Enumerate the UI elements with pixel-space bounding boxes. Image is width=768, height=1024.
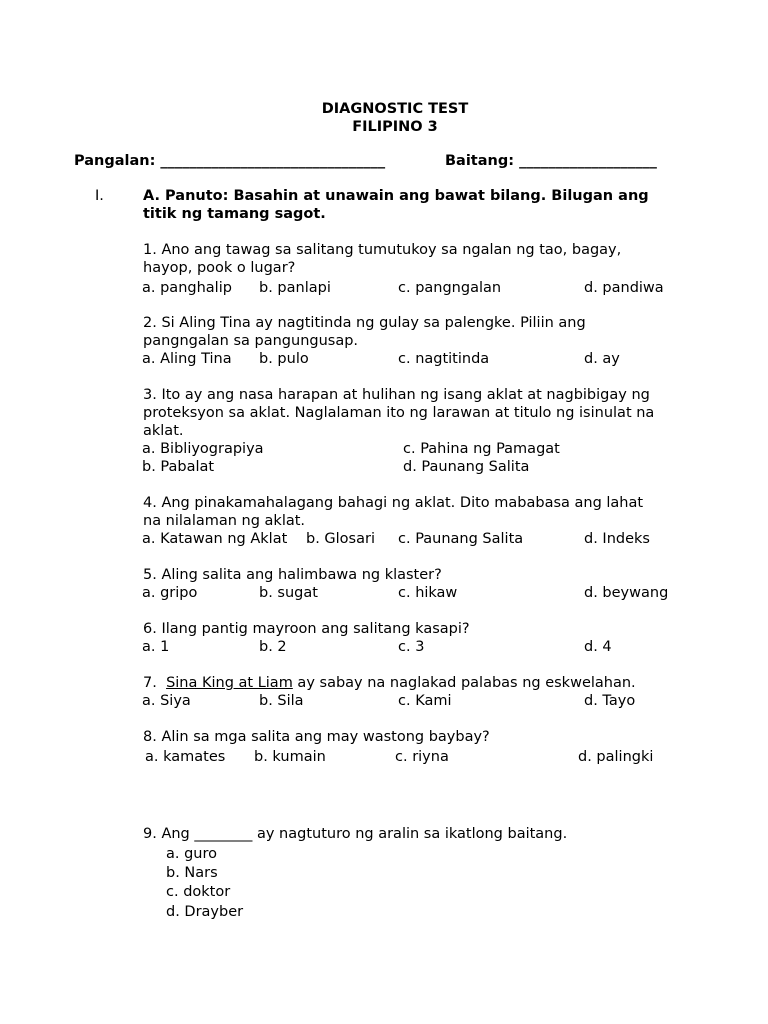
- choice-b: b. Glosari: [306, 531, 375, 547]
- choice-b: b. Nars: [166, 865, 218, 881]
- question-text: aklat.: [143, 423, 184, 439]
- choice-a: a. 1: [142, 639, 170, 655]
- choice-a: a. Katawan ng Aklat: [142, 531, 288, 547]
- choice-a: a. Bibliyograpiya: [142, 441, 264, 457]
- question-text: 1. Ano ang tawag sa salitang tumutukoy sa ngalan ng tao, bagay,: [143, 242, 622, 258]
- page-title: DIAGNOSTIC TEST: [321, 101, 469, 117]
- question-text: 3. Ito ay ang nasa harapan at hulihan ng isang aklat at nagbibigay ng: [143, 387, 650, 403]
- choice-d: d. beywang: [584, 585, 669, 601]
- choice-d: d. 4: [584, 639, 612, 655]
- choice-a: a. gripo: [142, 585, 198, 601]
- choice-b: b. Pabalat: [142, 459, 215, 475]
- choice-d: d. Paunang Salita: [403, 459, 530, 475]
- instruction-line-1: A. Panuto: Basahin at unawain ang bawat bilang. Bilugan ang: [143, 188, 649, 204]
- choice-c: c. nagtitinda: [398, 351, 490, 367]
- choice-b: b. 2: [259, 639, 287, 655]
- choice-b: b. sugat: [259, 585, 318, 601]
- choice-c: c. Pahina ng Pamagat: [403, 441, 560, 457]
- question-text: proteksyon sa aklat. Naglalaman ito ng larawan at titulo ng isinulat na: [143, 405, 655, 421]
- question-text: 9. Ang ________ ay nagtuturo ng aralin sa ikatlong baitang.: [143, 826, 568, 842]
- choice-b: b. Sila: [259, 693, 304, 709]
- choice-d: d. Tayo: [584, 693, 636, 709]
- page-subtitle: FILIPINO 3: [352, 119, 438, 135]
- question-text: 4. Ang pinakamahalagang bahagi ng aklat. Dito mababasa ang lahat: [143, 495, 644, 511]
- choice-c: c. pangngalan: [398, 280, 502, 296]
- choice-c: c. Kami: [398, 693, 452, 709]
- choice-a: a. guro: [166, 846, 218, 862]
- choice-b: b. pulo: [259, 351, 309, 367]
- choice-d: d. Drayber: [166, 904, 244, 920]
- question-text: 8. Alin sa mga salita ang may wastong baybay?: [143, 729, 490, 745]
- choice-d: d. Indeks: [584, 531, 650, 547]
- choice-c: c. Paunang Salita: [398, 531, 524, 547]
- choice-a: a. Siya: [142, 693, 191, 709]
- underlined-subject: Sina King at Liam: [166, 675, 293, 691]
- choice-d: d. palingki: [578, 749, 654, 765]
- choice-d: d. pandiwa: [584, 280, 664, 296]
- question-text: [143, 675, 636, 691]
- question-text: 2. Si Aling Tina ay nagtitinda ng gulay sa palengke. Piliin ang: [143, 315, 586, 331]
- question-text: 5. Aling salita ang halimbawa ng klaster?: [143, 567, 442, 583]
- choice-a: a. Aling Tina: [142, 351, 232, 367]
- name-field-label: Pangalan: _______________________________: [74, 153, 386, 169]
- choice-c: c. hikaw: [398, 585, 458, 601]
- question-rest: ay sabay na naglakad palabas ng eskwelahan.: [292, 675, 636, 691]
- choice-c: c. 3: [398, 639, 425, 655]
- choice-d: d. ay: [584, 351, 620, 367]
- question-text: 6. Ilang pantig mayroon ang salitang kasapi?: [143, 621, 470, 637]
- section-number: I.: [95, 188, 104, 204]
- question-text: na nilalaman ng aklat.: [143, 513, 306, 529]
- question-number: 7.: [143, 675, 167, 691]
- choice-a: a. panghalip: [142, 280, 232, 296]
- choice-b: b. panlapi: [259, 280, 331, 296]
- choice-b: b. kumain: [254, 749, 326, 765]
- grade-field-label: Baitang: ___________________: [445, 153, 657, 169]
- question-text: pangngalan sa pangungusap.: [143, 333, 359, 349]
- choice-a: a. kamates: [145, 749, 226, 765]
- choice-c: c. riyna: [395, 749, 449, 765]
- instruction-line-2: titik ng tamang sagot.: [143, 206, 326, 222]
- question-text: hayop, pook o lugar?: [143, 260, 296, 276]
- choice-c: c. doktor: [166, 884, 231, 900]
